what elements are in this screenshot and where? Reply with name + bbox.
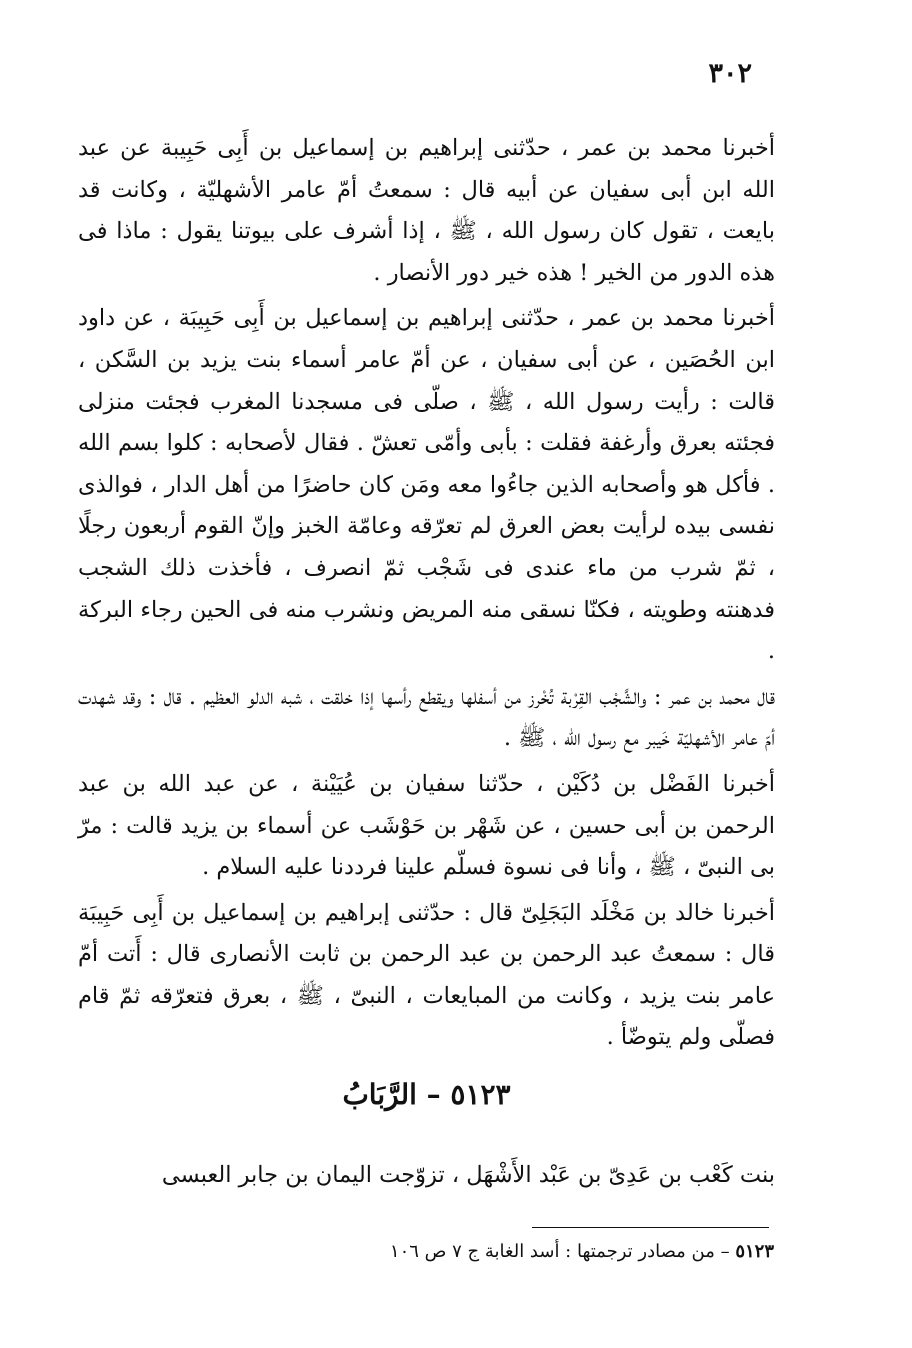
footnote-number: ٥١٢٣	[735, 1241, 774, 1262]
entry-text: بنت كَعْب بن عَدِىّ بن عَبْد الأَشْهَل ، تزوّجت اليمان بن جابر العبسى	[161, 1162, 775, 1188]
page-number: ٣٠٢	[708, 58, 752, 89]
footnote-text: – من مصادر ترجمتها : أسد الغابة ج ٧ ص ١٠٦	[389, 1241, 736, 1262]
footnote	[254, 1237, 774, 1267]
footnote-divider	[532, 1227, 769, 1228]
paragraph: أخبرنا محمد بن عمر ، حدّثنى إبراهيم بن إسماعيل بن أَبِى حَبِيبَة ، عن داود ابن الحُصَين ، عن أبى سفيان ، عن أمّ عامر أسماء بنت يزيد بن السَّكن ، قالت : رأيت رسول الله ، ﷺ ، صلّى فى مسجدنا المغرب فجئت منزلى فجئته بعرق وأرغفة فقلت : بأبى وأمّى تعشّ . فقال لأصحابه : كلوا بسم الله . فأكل هو وأصحابه الذين جاءُوا معه ومَن كان حاضرًا من أهل الدار ، فوالذى نفسى بيده لرأيت بعض العرق لم تعرّقه وعامّة الخبز وإنّ القوم أربعون رجلًا ، ثمّ شرب من ماء عندى فى شَجْب ثمّ انصرف ، فأخذت ذلك الشجب فدهنته وطويته ، فكنّا نسقى منه المريض ونشرب منه فى الحين رجاء البركة .	[78, 305, 775, 665]
paragraph: أخبرنا الفَضْل بن دُكَيْن ، حدّثنا سفيان بن عُيَيْنة ، عن عبد الله بن عبد الرحمن بن أبى حسين ، عن شَهْر بن حَوْشَب عن أسماء بن يزيد قالت : مرّ بى النبىّ ، ﷺ ، وأنا فى نسوة فسلّم علينا فرددنا عليه السلام .	[78, 770, 775, 881]
paragraph: قال محمد بن عمر : والشَّجْب القِرْبة تُخْرز من أسفلها ويقطع رأسها إذا خلقت ، شبه الدلو العظيم . قال : وقد شهدت أمّ عامر الأشهليّة خَيبر مع رسول الله ، ﷺ .	[78, 683, 775, 752]
paragraph: أخبرنا خالد بن مَخْلَد البَجَلِىّ قال : حدّثنى إبراهيم بن إسماعيل بن أَبِى حَبِيبَة قال : سمعتُ عبد الرحمن بن عبد الرحمن بن ثابت الأنصارى قال : أَتت أمّ عامر بنت يزيد ، وكانت من المبايعات ، النبىّ ، ﷺ ، بعرق فتعرّقه ثمّ قام فصلّى ولم يتوضّأ .	[78, 899, 775, 1051]
entry-heading: ٥١٢٣ – الرَّبَابُ	[342, 1078, 511, 1111]
paragraph: أخبرنا محمد بن عمر ، حدّثنى إبراهيم بن إسماعيل بن أَبِى حَبِيبة عن عبد الله ابن أبى سفيان عن أبيه قال : سمعتُ أمّ عامر الأشهليّة ، وكانت قد بايعت ، تقول كان رسول الله ، ﷺ ، إذا أشرف على بيوتنا يقول : ماذا فى هذه الدور من الخير ! هذه خير دور الأنصار .	[78, 135, 775, 286]
main-text	[78, 128, 775, 1059]
